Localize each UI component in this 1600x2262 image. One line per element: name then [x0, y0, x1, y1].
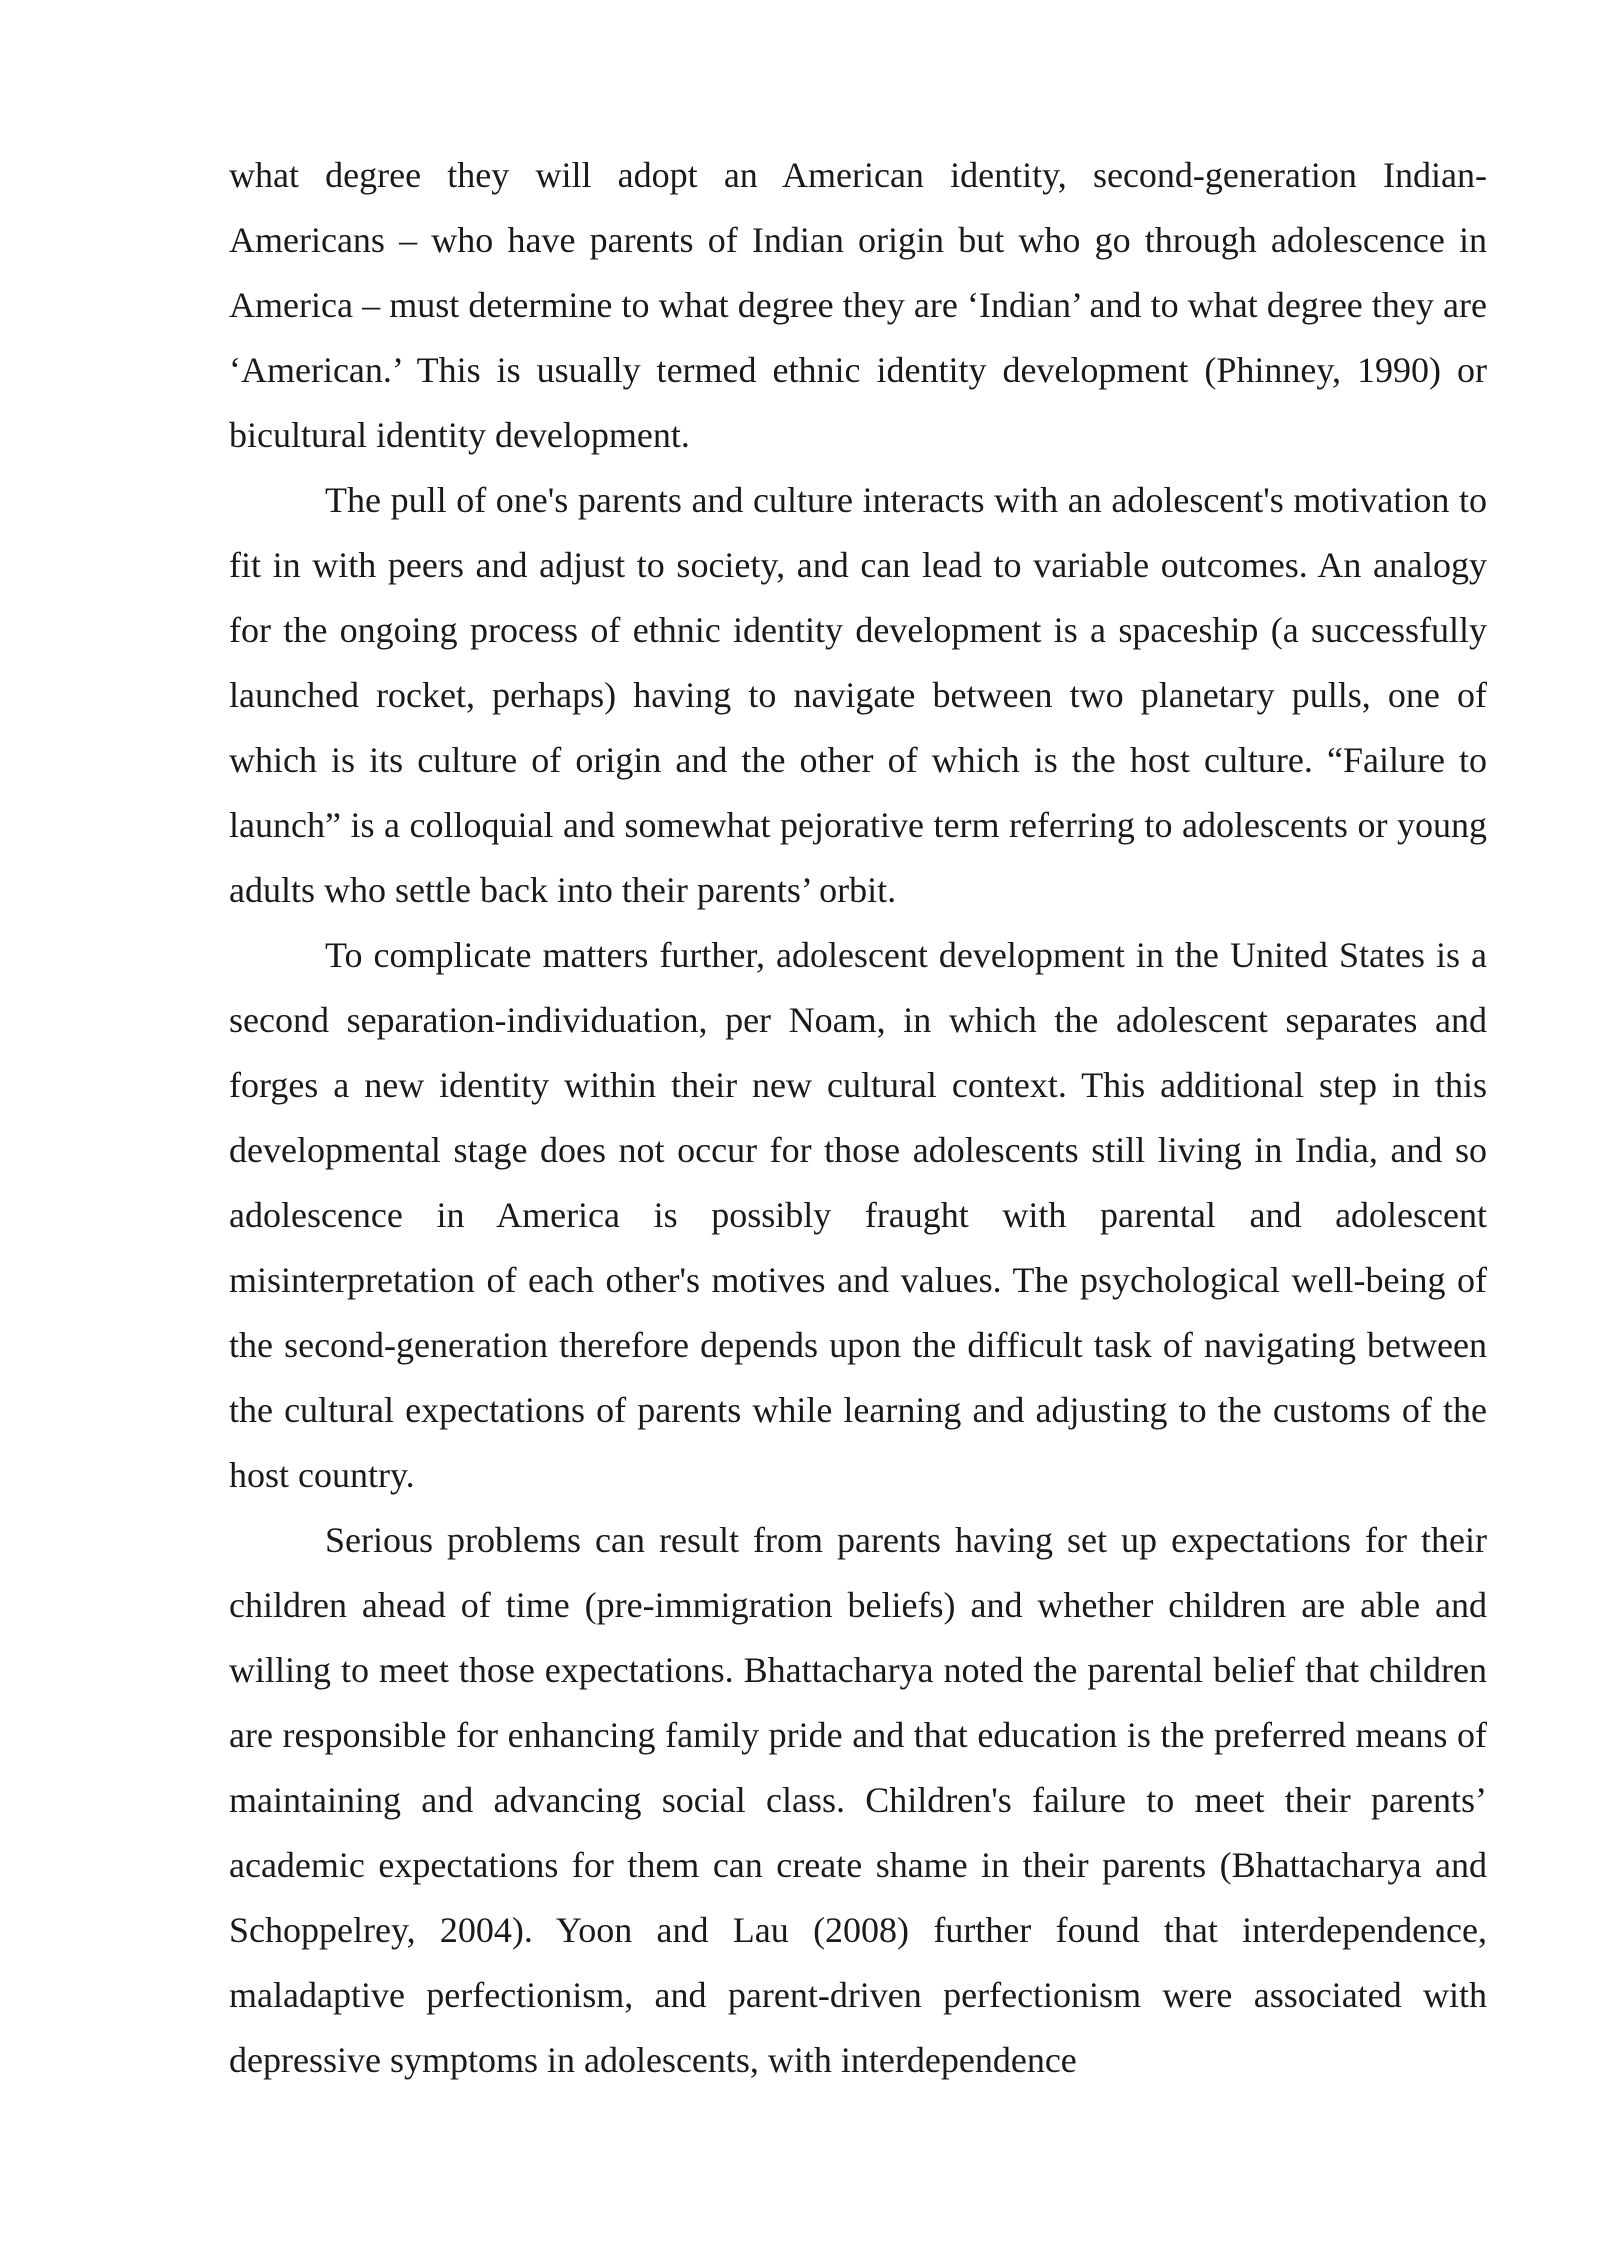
paragraph-continuation: what degree they will adopt an American identity, second-generation Indian-Americans – who have parents of Indian origin but who go through adolescence in America – must determine to what degree they are ‘Indian’ and to what degree they are ‘American.’ This is usually termed ethnic identity development (Phinney, 1990) or bicultural identity development. — [229, 155, 1487, 455]
paragraph-parental-expectations: Serious problems can result from parents having set up expectations for their children ahead of time (pre-immigration beliefs) and whether children are able and willing to meet those expectations. Bhattacharya noted the parental belief that children are responsible for enhancing family pride and that education is the preferred means of maintaining and advancing social class. Children's failure to meet their parents’ academic expectations for them can create shame in their parents (Bhattacharya and Schoppelrey, 2004). Yoon and Lau (2008) further found that interdependence, maladaptive perfectionism, and parent-driven perfectionism were associated with depressive symptoms in adolescents, with interdependence — [229, 1520, 1487, 2080]
paragraph-failure-to-launch: The pull of one's parents and culture interacts with an adolescent's motivation to fit in with peers and adjust to society, and can lead to variable outcomes. An analogy for the ongoing process of ethnic identity development is a spaceship (a successfully launched rocket, perhaps) having to navigate between two planetary pulls, one of which is its culture of origin and the other of which is the host culture. “Failure to launch” is a colloquial and somewhat pejorative term referring to adolescents or young adults who settle back into their parents’ orbit. — [229, 480, 1487, 910]
paragraph-separation-individuation: To complicate matters further, adolescent development in the United States is a second separation-individuation, per Noam, in which the adolescent separates and forges a new identity within their new cultural context. This additional step in this developmental stage does not occur for those adolescents still living in India, and so adolescence in America is possibly fraught with parental and adolescent misinterpretation of each other's motives and values. The psychological well-being of the second-generation therefore depends upon the difficult task of navigating between the cultural expectations of parents while learning and adjusting to the customs of the host country. — [229, 935, 1487, 1495]
body-text — [229, 143, 1487, 2093]
